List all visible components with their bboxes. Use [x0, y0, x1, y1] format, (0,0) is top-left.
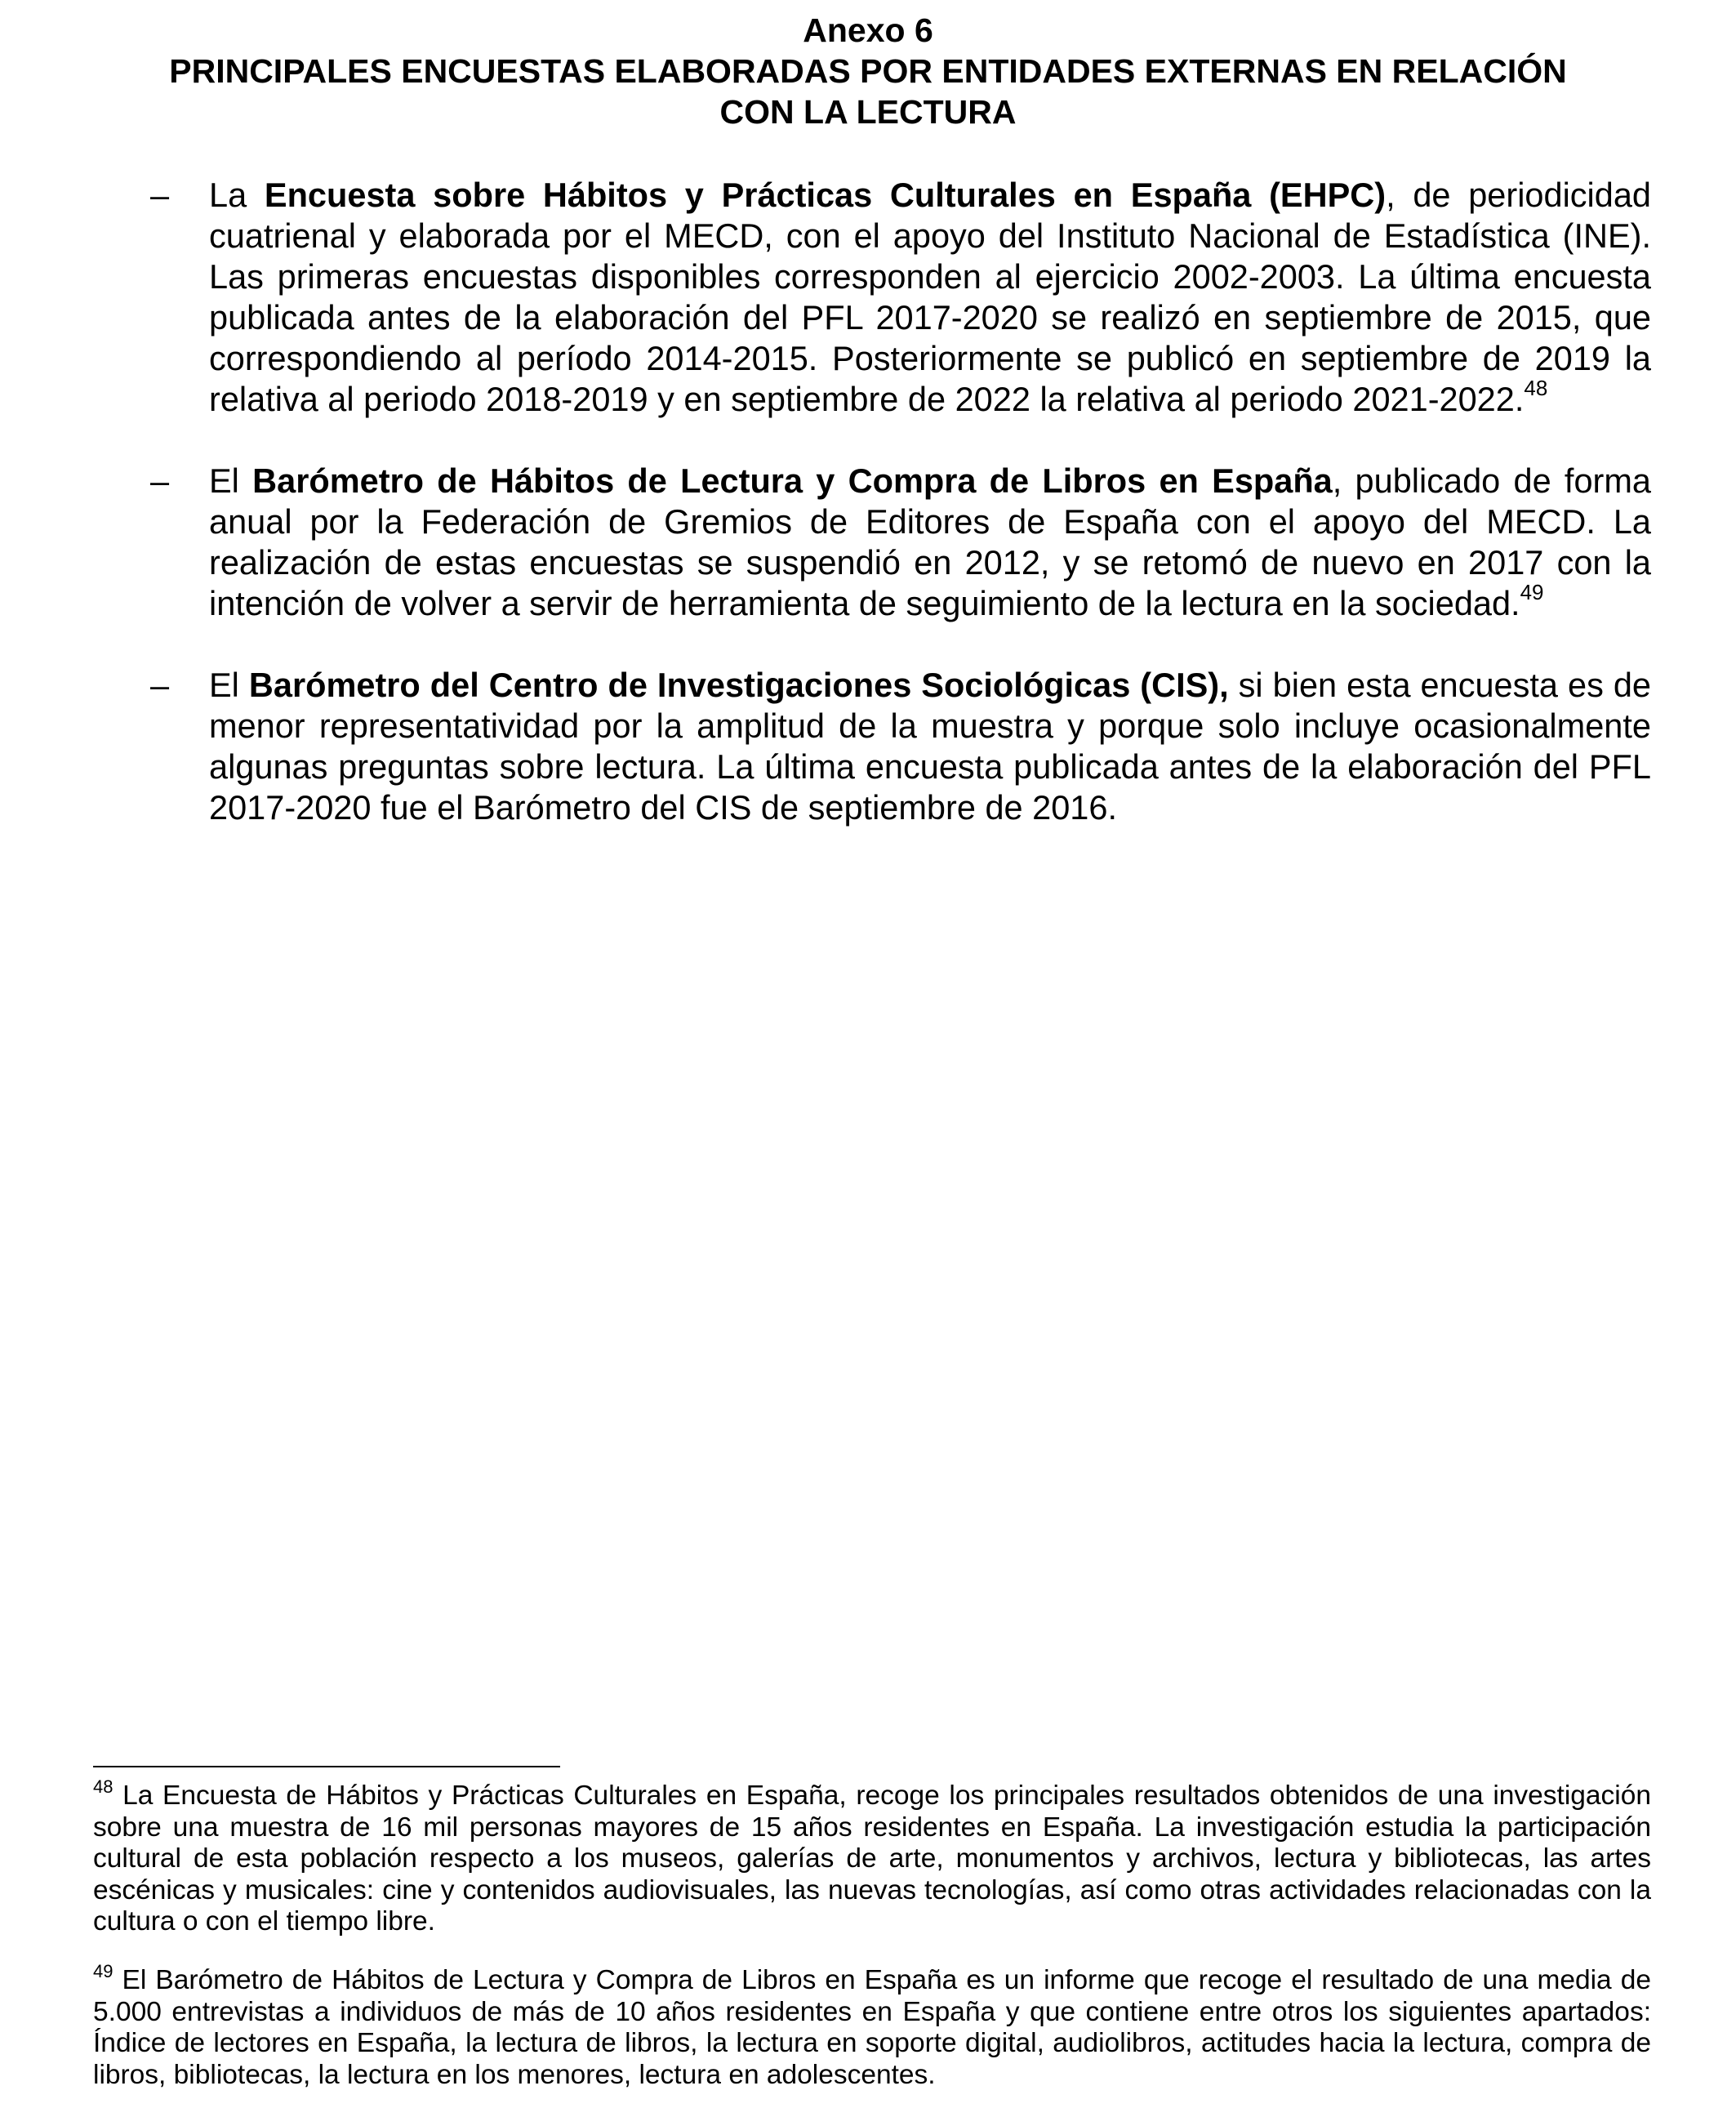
- footnote-number: 48: [93, 1776, 114, 1797]
- item-lead: El: [209, 666, 249, 704]
- page-header: [0, 10, 1736, 132]
- footnote-ref-49[interactable]: 49: [1520, 580, 1544, 605]
- footnote-ref-48[interactable]: 48: [1524, 376, 1548, 401]
- dash-bullet: –: [150, 176, 170, 214]
- dash-bullet: –: [150, 461, 170, 500]
- dash-bullet: –: [150, 666, 170, 704]
- item-lead: El: [209, 461, 253, 500]
- annex-title-line-2: CON LA LECTURA: [719, 93, 1017, 131]
- survey-list: [150, 175, 1651, 869]
- item-text: , publicado de forma anual por la Federación de Gremios de Editores de España con el apoyo del MECD. La realización de estas encuestas se suspendió en 2012, y se retomó de nuevo en 2017 con la intención de volver a servir de herramienta de seguimiento de la lectura en la sociedad.: [209, 461, 1651, 622]
- footnote-text: La Encuesta de Hábitos y Prácticas Culturales en España, recoge los principales resultados obtenidos de una investigación sobre una muestra de 16 mil personas mayores de 15 años residentes en España. La investigación estudia la participación cultural de esta población respecto a los museos, galerías de arte, monumentos y archivos, lectura y bibliotecas, las artes escénicas y musicales: cine y contenidos audiovisuales, las nuevas tecnologías, así como otras actividades relacionadas con la cultura o con el tiempo libre.: [93, 1781, 1651, 1936]
- list-item-barometro-fge: [150, 461, 1651, 624]
- item-text: , de periodicidad cuatrienal y elaborada por el MECD, con el apoyo del Instituto Nacional de Estadística (INE). Las primeras encuestas disponibles corresponden al ejercicio 2002-2003. La última encuesta publicada antes de la elaboración del PFL 2017-2020 se realizó en septiembre de 2015, que correspondiendo al período 2014-2015. Posteriormente se publicó en septiembre de 2019 la relativa al periodo 2018-2019 y en septiembre de 2022 la relativa al periodo 2021-2022.: [209, 176, 1652, 418]
- item-lead: La: [209, 176, 265, 214]
- footnote-separator: [93, 1766, 560, 1767]
- footnote-49: [93, 1960, 1651, 2091]
- footnote-number: 49: [93, 1960, 114, 1981]
- list-item-barometro-cis: [150, 665, 1651, 828]
- annex-title-line-1: PRINCIPALES ENCUESTAS ELABORADAS POR ENTIDADES EXTERNAS EN RELACIÓN: [169, 52, 1567, 90]
- annex-number: Anexo 6: [803, 11, 933, 49]
- item-bold-title: Barómetro del Centro de Investigaciones Sociológicas (CIS),: [248, 666, 1229, 704]
- footnotes: [93, 1776, 1651, 2107]
- list-item-ehpc: [150, 175, 1651, 420]
- item-text: si bien esta encuesta es de menor representatividad por la amplitud de la muestra y porque solo incluye ocasionalmente algunas preguntas sobre lectura. La última encuesta publicada antes de la elaboración del PFL 2017-2020 fue el Barómetro del CIS de septiembre de 2016.: [209, 666, 1652, 827]
- footnote-text: El Barómetro de Hábitos de Lectura y Compra de Libros en España es un informe que recoge el resultado de una media de 5.000 entrevistas a individuos de más de 10 años residentes en España y que contiene entre otros los siguientes apartados: Índice de lectores en España, la lectura de libros, la lectura en soporte digital, audiolibros, actitudes hacia la lectura, compra de libros, bibliotecas, la lectura en los menores, lectura en adolescentes.: [93, 1965, 1651, 2090]
- item-bold-title: Encuesta sobre Hábitos y Prácticas Culturales en España (EHPC): [264, 176, 1387, 214]
- item-bold-title: Barómetro de Hábitos de Lectura y Compra de Libros en España: [252, 461, 1333, 500]
- footnote-48: [93, 1776, 1651, 1938]
